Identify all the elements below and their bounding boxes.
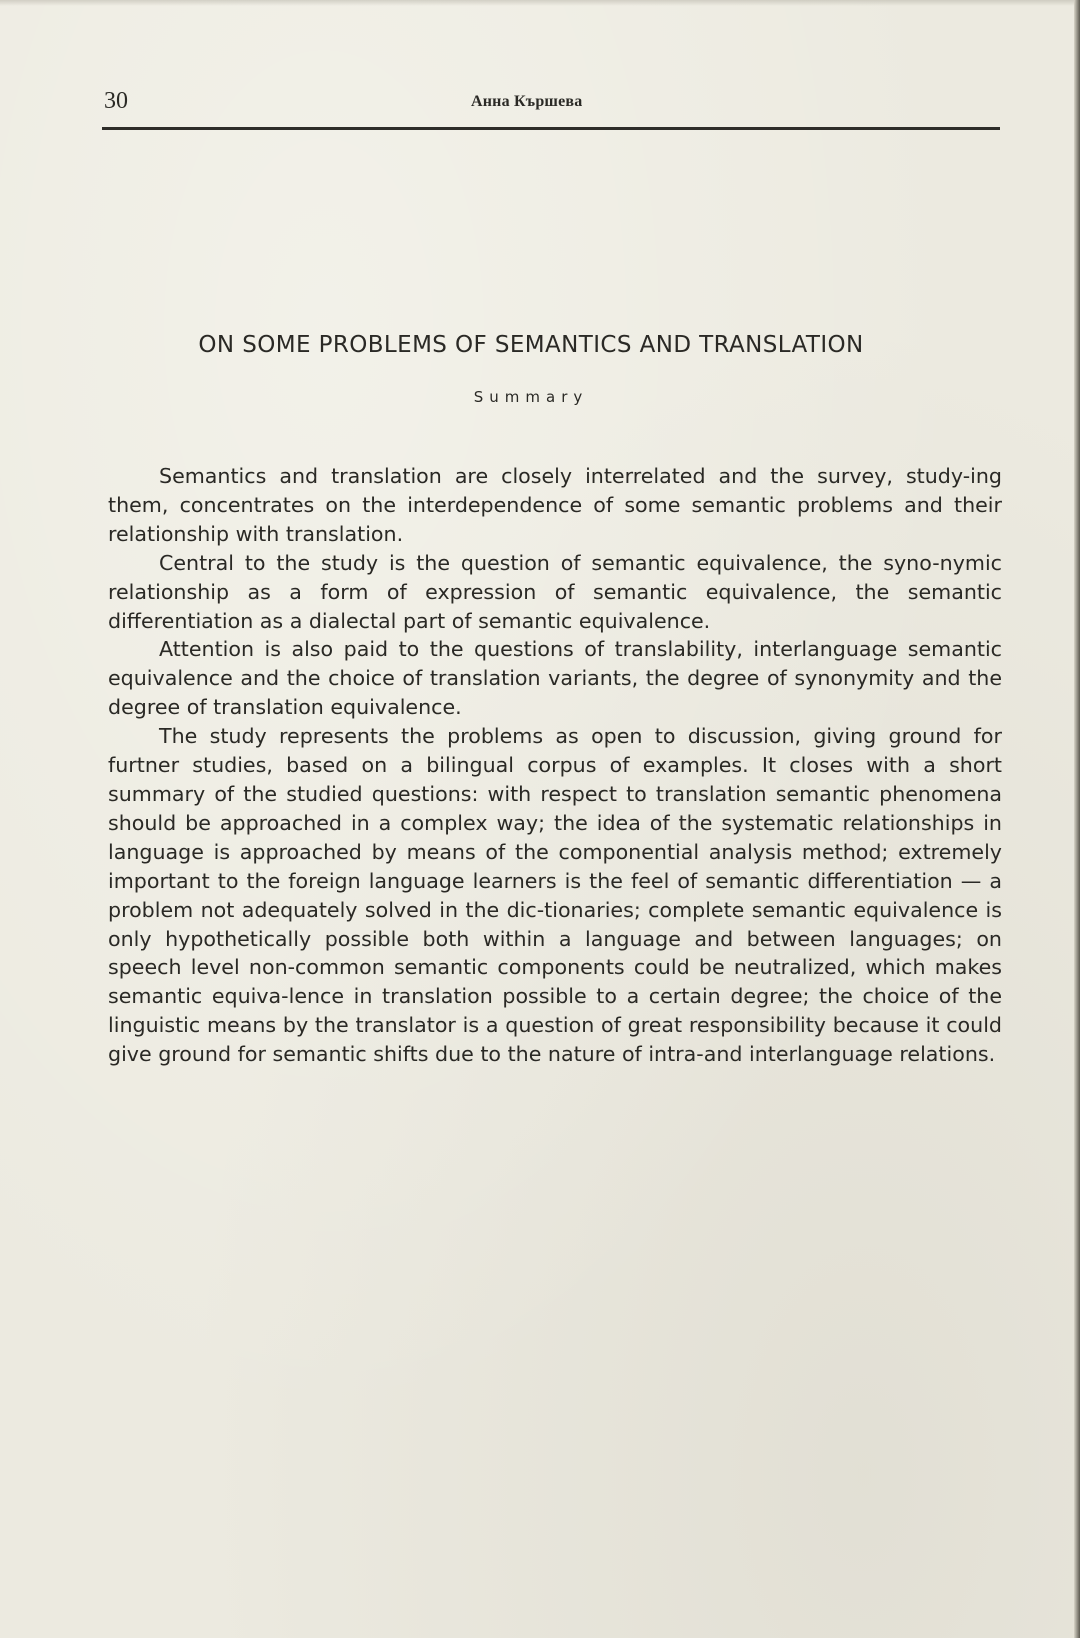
page-edge-shadow: [1074, 0, 1080, 1638]
page-top-shadow: [0, 0, 1080, 6]
running-title: Анна Кършева: [471, 93, 583, 110]
header-rule: [102, 127, 1000, 130]
article-subtitle: Summary: [473, 388, 589, 406]
summary-body: [108, 462, 1002, 1069]
summary-paragraph: The study represents the problems as open to discussion, giving ground for furtner studies, based on a bilingual corpus of examples. It closes with a short summary of the studied questions: with respect to translation semantic phenomena should be approached in a complex way; the idea of the systematic relationships in language is approached by means of the componential analysis method; extremely important to the foreign language learners is the feel of semantic differentiation — a problem not adequately solved in the dic-tionaries; complete semantic equivalence is only hypothetically possible both within a language and between languages; on speech level non-common semantic components could be neutralized, which makes semantic equiva-lence in translation possible to a certain degree; the choice of the linguistic means by the translator is a question of great responsibility because it could give ground for semantic shifts due to the nature of intra-and interlanguage relations.: [108, 724, 1002, 1067]
article-title: ON SOME PROBLEMS OF SEMANTICS AND TRANSLATION: [198, 332, 864, 358]
summary-paragraph: Semantics and translation are closely interrelated and the survey, study-ing them, concentrates on the interdependence of some semantic problems and their relationship with translation.: [108, 464, 1002, 546]
page-number: 30: [104, 88, 128, 114]
running-head: [104, 88, 998, 122]
summary-paragraph: Attention is also paid to the questions of translability, interlanguage semantic equivalence and the choice of translation variants, the degree of synonymity and the degree of translation equivalence.: [108, 637, 1002, 720]
summary-paragraph: Central to the study is the question of semantic equivalence, the syno-nymic relationship as a form of expression of semantic equivalence, the semantic differentiation as a dialectal part of semantic equivalence.: [108, 550, 1002, 633]
